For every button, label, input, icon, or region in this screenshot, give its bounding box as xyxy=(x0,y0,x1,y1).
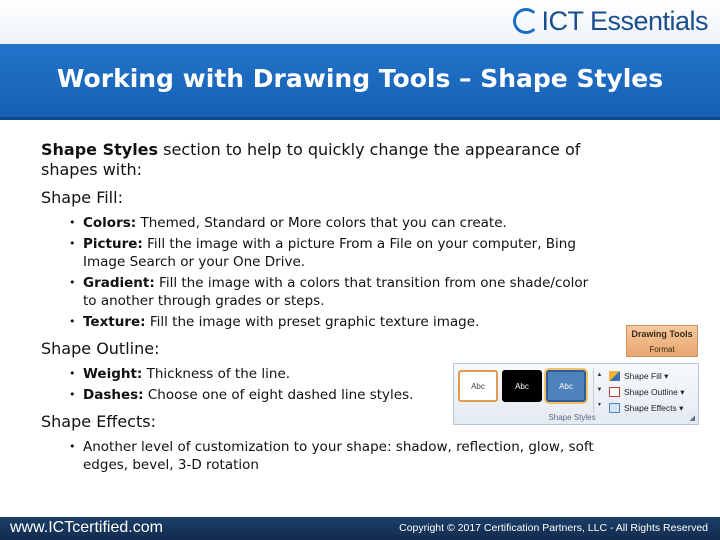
bullet-text: Choose one of eight dashed line styles. xyxy=(143,387,414,403)
bullet-term: Weight: xyxy=(83,366,143,382)
section-heading-fill: Shape Fill: xyxy=(41,188,123,207)
footer-bar xyxy=(0,517,720,540)
style-swatch-blue[interactable]: Abc xyxy=(546,370,586,402)
ict-logo-icon xyxy=(513,8,539,34)
header-strip xyxy=(0,0,720,44)
more-styles-icon[interactable]: ▾ xyxy=(597,402,601,408)
shape-fill-button[interactable] xyxy=(609,368,685,384)
bullet-term: Colors: xyxy=(83,215,137,231)
bullet-text: Thickness of the line. xyxy=(142,366,291,382)
intro-rest: section to help to quickly change the appearance of shapes with: xyxy=(41,140,581,179)
list-item xyxy=(69,438,601,474)
bullet-term: Gradient: xyxy=(83,275,155,291)
style-swatch-black[interactable]: Abc xyxy=(502,370,542,402)
list-item xyxy=(69,274,601,310)
fill-bullet-list xyxy=(69,214,601,331)
dialog-launcher-icon[interactable]: ◢ xyxy=(689,415,695,422)
list-item xyxy=(69,214,601,232)
effects-icon xyxy=(609,403,620,413)
section-heading-effects: Shape Effects: xyxy=(41,412,156,431)
shape-outline-button[interactable] xyxy=(609,384,685,400)
chevron-down-icon[interactable]: ▼ xyxy=(596,387,603,393)
paint-bucket-icon xyxy=(609,371,620,381)
shape-fill-label: Shape Fill ▾ xyxy=(624,370,669,381)
drawing-tools-tab[interactable] xyxy=(626,325,698,357)
section-heading-outline: Shape Outline: xyxy=(41,339,160,358)
group-label: Shape Styles xyxy=(548,413,596,422)
intro-paragraph xyxy=(41,140,601,180)
list-item xyxy=(69,235,601,271)
pen-outline-icon xyxy=(609,387,620,397)
slide-body xyxy=(41,140,601,477)
bullet-text: Fill the image with a picture From a File on your computer, Bing Image Search or your One Drive. xyxy=(83,236,576,270)
chevron-up-icon[interactable]: ▲ xyxy=(596,372,603,378)
shape-effects-label: Shape Effects ▾ xyxy=(624,402,684,413)
effects-bullet-list xyxy=(69,438,601,474)
footer-site: www.ICTcertified.com xyxy=(10,519,163,536)
logo-text: ICT Essentials xyxy=(541,5,708,36)
shape-outline-label: Shape Outline ▾ xyxy=(624,386,685,397)
shape-commands xyxy=(609,368,685,416)
drawing-tools-label: Drawing Tools xyxy=(631,329,693,339)
bullet-term: Picture: xyxy=(83,236,143,252)
ict-essentials-logo xyxy=(513,4,708,38)
bullet-term: Dashes: xyxy=(83,387,144,403)
intro-bold: Shape Styles xyxy=(41,140,159,159)
bullet-text: Fill the image with preset graphic texture image. xyxy=(145,314,480,330)
style-swatch-white[interactable]: Abc xyxy=(458,370,498,402)
slide-title: Working with Drawing Tools – Shape Styles xyxy=(56,64,664,93)
list-item xyxy=(69,313,601,331)
bullet-text: Another level of customization to your shape: shadow, reflection, glow, soft edges, bevel, 3-D rotation xyxy=(83,439,594,473)
title-band xyxy=(0,44,720,120)
bullet-text: Fill the image with a colors that transition from one shade/color to another through grades or steps. xyxy=(83,275,589,309)
shape-style-gallery xyxy=(458,370,602,410)
footer-copyright: Copyright © 2017 Certification Partners, LLC - All Rights Reserved xyxy=(399,522,708,534)
bullet-term: Texture: xyxy=(83,314,146,330)
format-tab[interactable]: Format xyxy=(649,345,675,354)
gallery-scroll xyxy=(593,368,605,412)
shape-styles-ribbon-group xyxy=(453,363,699,425)
bullet-text: Themed, Standard or More colors that you can create. xyxy=(136,215,507,231)
